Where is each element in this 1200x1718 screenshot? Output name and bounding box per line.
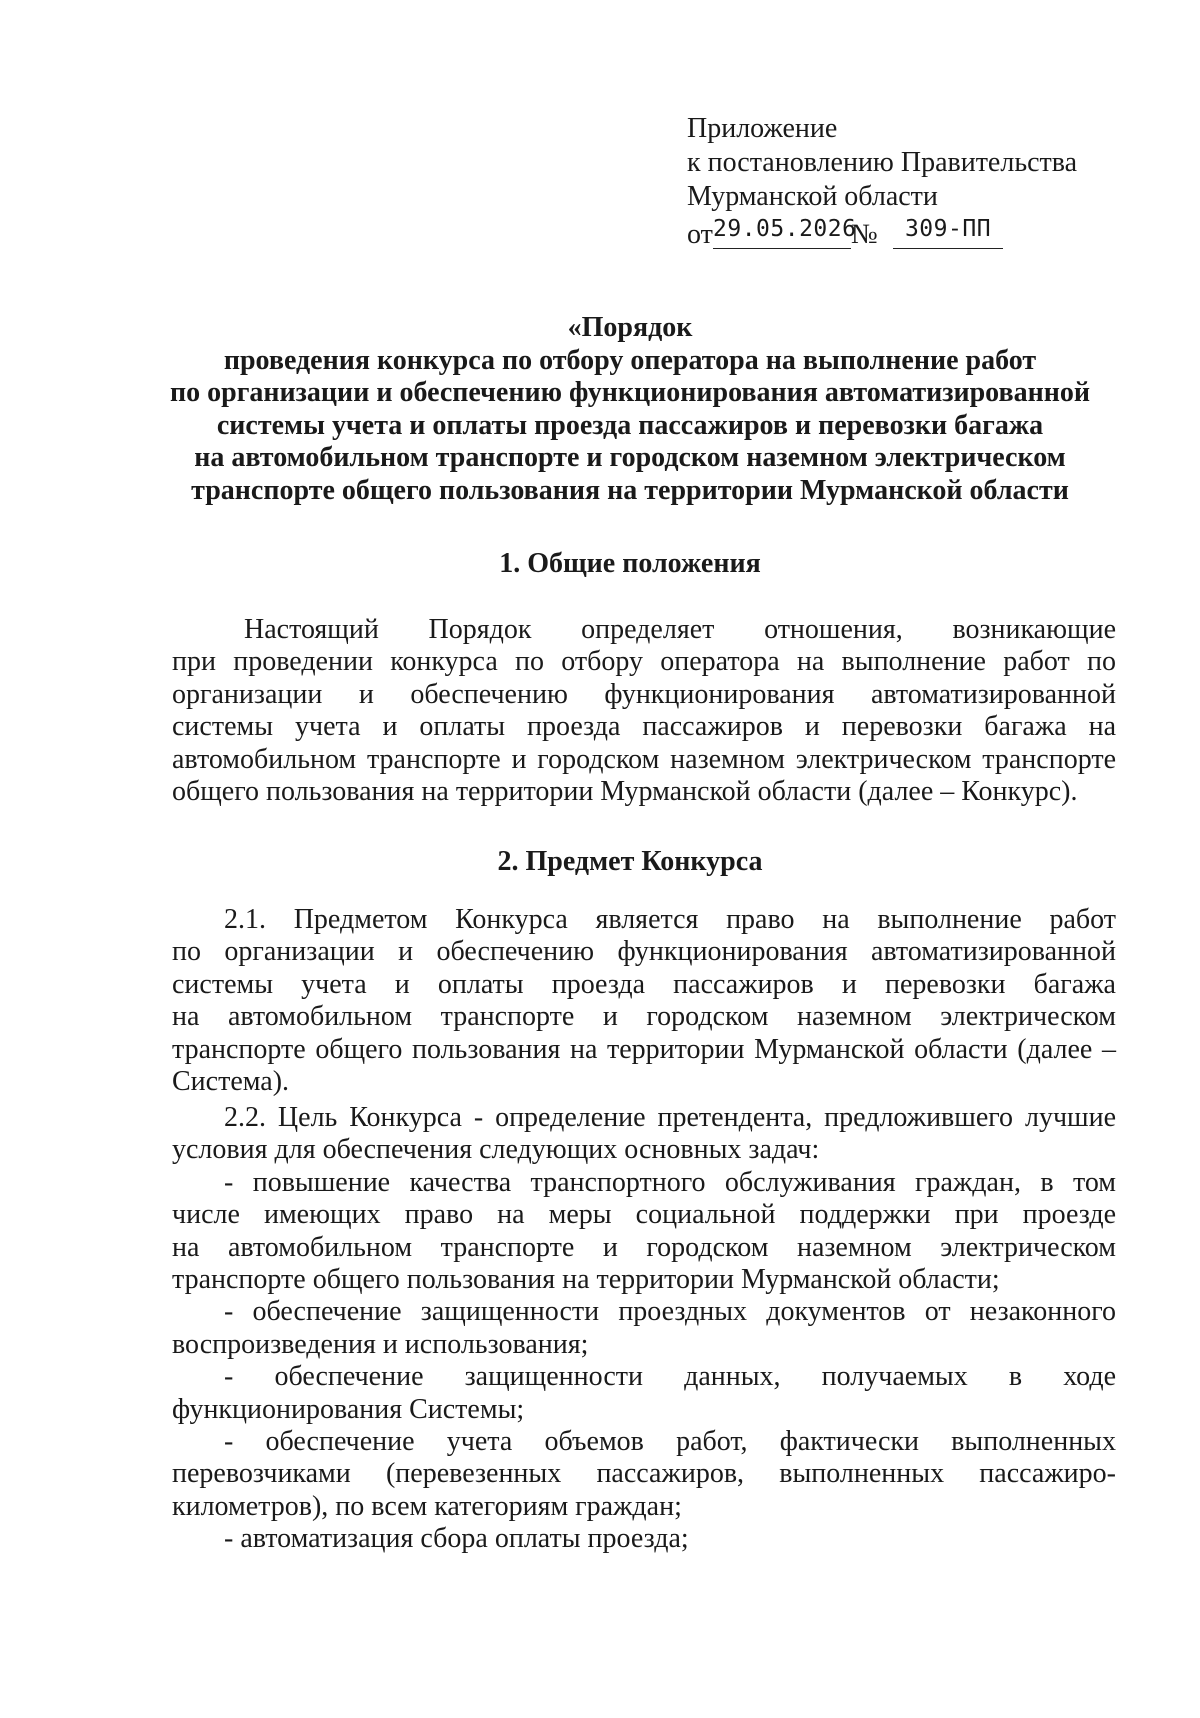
list-item-line: - обеспечение защищенности данных, получаемых в ходе <box>224 1361 1116 1393</box>
title-line: на автомобильном транспорте и городском наземном электрическом <box>194 442 1066 473</box>
list-item-line: транспорте общего пользования на территории Мурманской области; <box>172 1264 1000 1296</box>
paragraph-line: по организации и обеспечению функционирования автоматизированной <box>172 936 1116 968</box>
paragraph-line: транспорте общего пользования на территории Мурманской области (далее – <box>172 1033 1116 1065</box>
paragraph-line: Система). <box>172 1066 290 1098</box>
title-line: «Порядок <box>567 312 693 343</box>
paragraph-line: при проведении конкурса по отбору оператора на выполнение работ по <box>172 646 1116 678</box>
title-line: системы учета и оплаты проезда пассажиров и перевозки багажа <box>216 409 1044 441</box>
title-line: по организации и обеспечению функционирования автоматизированной <box>169 377 1091 408</box>
paragraph-line: Настоящий Порядок определяет отношения, возникающие <box>244 614 1116 645</box>
from-label: от <box>687 219 713 250</box>
clause-2-2 <box>172 1102 1116 1556</box>
paragraph-line: условия для обеспечения следующих основных задач: <box>172 1134 820 1166</box>
list-item-line: - повышение качества транспортного обслуживания граждан, в том <box>224 1166 1116 1198</box>
title-line: проведения конкурса по отбору оператора на выполнение работ <box>223 344 1037 376</box>
title-line: транспорте общего пользования на территории Мурманской области <box>191 474 1069 506</box>
document-number: 309-ПП <box>893 212 1003 249</box>
paragraph-line: на автомобильном транспорте и городском наземном электрическом <box>172 1001 1116 1033</box>
paragraph-line: 2.1. Предметом Конкурса является право на выполнение работ <box>224 904 1116 935</box>
appendix-block <box>687 112 1107 254</box>
list-item-line: на автомобильном транспорте и городском наземном электрическом <box>172 1231 1116 1263</box>
list-item-line: числе имеющих право на меры социальной поддержки при проезде <box>172 1199 1116 1231</box>
list-item-line: функционирования Системы; <box>172 1393 525 1425</box>
paragraph-line: 2.2. Цель Конкурса - определение претендента, предложившего лучшие <box>224 1102 1116 1133</box>
list-item-line: воспроизведения и использования; <box>172 1328 589 1360</box>
document-date: 29.05.2026 <box>713 212 851 249</box>
list-item-line: перевозчиками (перевезенных пассажиров, выполненных пассажиро- <box>172 1458 1116 1490</box>
paragraph-line: общего пользования на территории Мурманской области (далее – Конкурс). <box>172 776 1078 808</box>
paragraph-line: системы учета и оплаты проезда пассажиров и перевозки багажа <box>172 968 1116 1000</box>
clause-2-1 <box>172 904 1116 1098</box>
paragraph-line: системы учета и оплаты проезда пассажиров и перевозки багажа на <box>172 711 1116 743</box>
section-1-heading: 1. Общие положения <box>499 548 761 579</box>
list-item-line: - обеспечение учета объемов работ, фактически выполненных <box>224 1426 1116 1458</box>
section-1-paragraph <box>172 614 1116 808</box>
appendix-line-1: Приложение <box>687 113 838 144</box>
list-item-line: - обеспечение защищенности проездных документов от незаконного <box>224 1296 1116 1328</box>
paragraph-line: автомобильном транспорте и городском наземном электрическом транспорте <box>172 743 1116 775</box>
appendix-line-2: к постановлению Правительства <box>687 147 1078 178</box>
appendix-date-line <box>687 214 1107 254</box>
appendix-line-3: Мурманской области <box>687 181 938 212</box>
paragraph-line: организации и обеспечению функционирования автоматизированной <box>172 678 1116 710</box>
document-title <box>130 312 1130 507</box>
number-sign: № <box>851 219 878 250</box>
section-2-heading: 2. Предмет Конкурса <box>497 846 763 877</box>
list-item-line: - автоматизация сбора оплаты проезда; <box>224 1523 689 1555</box>
list-item-line: километров), по всем категориям граждан; <box>172 1490 682 1522</box>
